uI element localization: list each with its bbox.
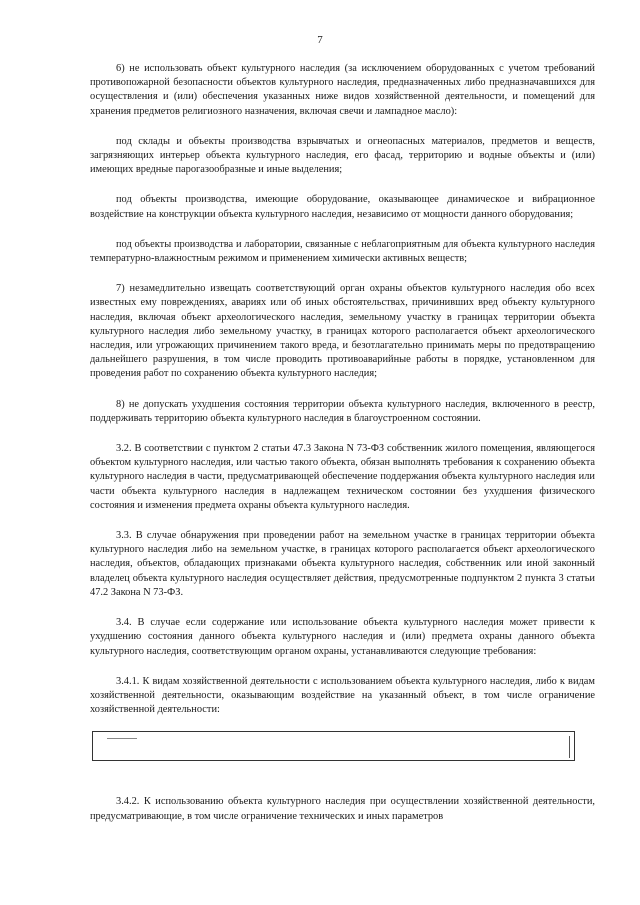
page-number: 7: [317, 34, 323, 46]
restrictions-input-field[interactable]: [92, 731, 575, 761]
paragraph-laboratories: под объекты производства и лаборатории, связанные с неблагоприятным для объекта культурного наследия температурно-влажностным режимом и применением химически активных веществ;: [90, 238, 595, 265]
paragraph-item-7: 7) незамедлительно извещать соответствующий орган охраны объектов культурного наследия обо всех известных ему повреждениях, авариях или об иных обстоятельствах, причинивших вред объекту культурного наследия, включая объект археологического наследия, земельному участку в границах территории объекта культурного наследия либо земельному участку, в границах которого располагается объект археологического наследия, или угрожающих причинением такого вреда, и безотлагательно принимать меры по предотвращению дальнейшего разрушения, в том числе проводить противоаварийные работы в порядке, установленном для проведения работ по сохранению объекта культурного наследия;: [90, 283, 595, 380]
paragraph-3-4: 3.4. В случае если содержание или использование объекта культурного наследия может привести к ухудшению состояния данного объекта культурного наследия и (или) предмета охраны данного объекта культурного наследия, соответствующим органом охраны, устанавливаются следующие требования:: [90, 617, 595, 657]
paragraph-3-2: 3.2. В соответствии с пунктом 2 статьи 47.3 Закона N 73-ФЗ собственник жилого помещения, являющегося объектом культурного наследия, или частью такого объекта, обязан выполнять требования к сохранению объекта культурного наследия в части, предусматривающей обеспечение поддержания объекта культурного наследия или части объекта культурного наследия в надлежащем техническом состоянии без ухудшения физического состояния и изменения предмета охраны объекта культурного наследия.: [90, 443, 595, 511]
paragraph-warehouses: под склады и объекты производства взрывчатых и огнеопасных материалов, предметов и веществ, загрязняющих интерьер объекта культурного наследия, его фасад, территорию и водные объекты и (или) имеющих вредные парогазообразные и иные выделения;: [90, 135, 595, 176]
paragraph-3-3: 3.3. В случае обнаружения при проведении работ на земельном участке в границах территории объекта культурного наследия либо на земельном участке, в границах которого располагается объект археологического наследия, объектов, обладающих признаками объекта культурного наследия, собственник или иной законный владелец объекта культурного наследия осуществляет действия, предусмотренные подпунктом 2 пункта 3 статьи 47.2 Закона N 73-ФЗ.: [90, 530, 595, 598]
paragraph-3-4-2: 3.4.2. К использованию объекта культурного наследия при осуществлении хозяйственной деятельности, предусматривающие, в том числе ограничение технических и иных параметров: [90, 796, 595, 822]
paragraph-item-8: 8) не допускать ухудшения состояния территории объекта культурного наследия, включенного в реестр, поддерживать территорию объекта культурного наследия в благоустроенном состоянии.: [90, 398, 595, 424]
document-body: [90, 62, 595, 840]
paragraph-3-4-1: 3.4.1. К видам хозяйственной деятельности с использованием объекта культурного наследия, либо к видам хозяйственной деятельности, оказывающим воздействие на указанный объект, в том числе ограничение хозяйственной деятельности:: [90, 675, 595, 716]
paragraph-item-6: 6) не использовать объект культурного наследия (за исключением оборудованных с учетом требований противопожарной безопасности объектов культурного наследия, предназначенных либо предназначавшихся для осуществления и (или) обеспечения указанных ниже видов хозяйственной деятельности, и помещений для хранения предметов религиозного назначения, включая свечи и лампадное масло):: [90, 63, 595, 117]
paragraph-production-equipment: под объекты производства, имеющие оборудование, оказывающее динамическое и вибрационное воздействие на конструкции объекта культурного наследия, независимо от мощности данного оборудования;: [90, 194, 595, 220]
